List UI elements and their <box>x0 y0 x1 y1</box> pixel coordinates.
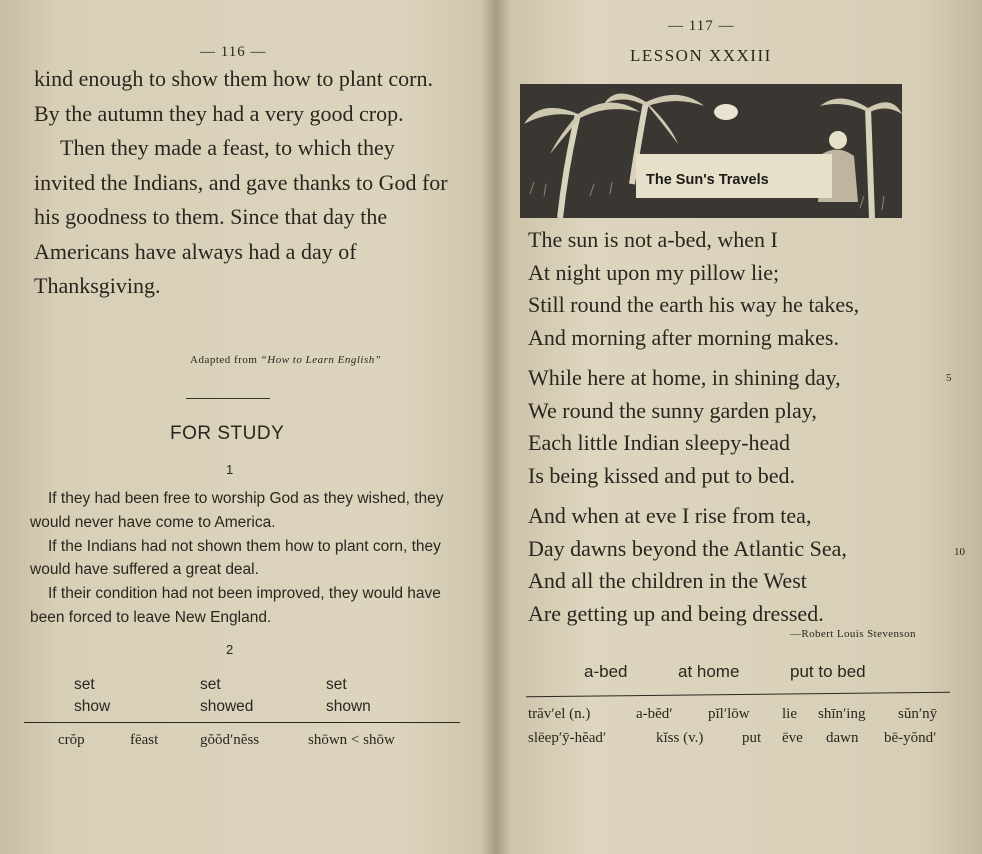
vocab-word: gŏŏd′nĕss <box>200 732 260 748</box>
vocab-word: shīn′ing <box>818 706 866 722</box>
poem-stanza <box>528 500 938 630</box>
verb-form-column <box>200 674 320 718</box>
left-page <box>0 0 490 854</box>
source-attribution <box>190 354 381 366</box>
attribution-title: “How to Learn English” <box>260 354 382 366</box>
vocab-word: dawn <box>826 730 859 746</box>
vocab-word: fēast <box>130 732 159 748</box>
study-sentence: If they had been free to worship God as they wished, they would never have come to America. <box>30 490 444 531</box>
illustration <box>520 84 902 218</box>
illustration-title: The Sun's Travels <box>646 172 769 188</box>
phrase: at home <box>678 662 740 681</box>
poem-line: At night upon my pillow lie; <box>528 259 780 285</box>
phrase: put to bed <box>790 662 866 681</box>
vocab-word: a-bĕd′ <box>636 706 673 722</box>
vocab-word: slēep′ȳ-hĕad′ <box>528 730 607 746</box>
verb-form: shown <box>326 698 371 715</box>
vocab-word: lie <box>782 706 797 722</box>
poem-line: Each little Indian sleepy-head <box>528 430 791 455</box>
poem-line: While here at home, in shining day, <box>528 365 841 390</box>
vocab-word: pĭl′lōw <box>708 706 750 722</box>
poem-line: Are getting up and being dressed. <box>528 600 824 626</box>
vocab-word: ēve <box>782 730 803 746</box>
line-number: 10 <box>954 546 965 558</box>
vocab-word: kĭss (v.) <box>656 730 704 746</box>
page-number: — 117 — <box>668 18 735 34</box>
section-number: 1 <box>226 462 234 477</box>
paragraph: Then they made a feast, to which they invited the Indians, and gave thanks to God for his goodness to them. Since that day the Americans have always had a day of Thanksgiving. <box>34 135 448 298</box>
divider <box>24 722 460 723</box>
study-sentence: If the Indians had not shown them how to plant corn, they would have suffered a great deal. <box>30 537 441 579</box>
line-number: 5 <box>946 372 952 384</box>
lesson-title: LESSON XXXIII <box>630 46 772 65</box>
vocab-word: trăv′el (n.) <box>528 706 591 722</box>
verb-form-column <box>326 674 446 718</box>
poem-line: And morning after morning makes. <box>528 324 839 350</box>
study-sentences <box>30 487 450 630</box>
divider <box>186 398 270 399</box>
poem-attribution: —Robert Louis Stevenson <box>790 628 916 640</box>
story-text <box>34 62 454 304</box>
poem-stanza <box>528 224 938 354</box>
poem-line: And all the children in the West <box>528 568 807 593</box>
verb-form: show <box>74 698 111 715</box>
page-number: — 116 — <box>200 44 267 60</box>
vocab-word: bē-yŏnd′ <box>884 730 937 746</box>
study-heading: FOR STUDY <box>170 423 285 444</box>
vocab-word: crŏp <box>58 732 85 748</box>
vocab-word: sŭn′nȳ <box>898 706 938 722</box>
vocab-word: shōwn < shōw <box>308 732 395 748</box>
poem-line: And when at eve I rise from tea, <box>528 503 812 528</box>
poem-line: Is being kissed and put to bed. <box>528 462 796 488</box>
verb-form: showed <box>200 698 254 715</box>
poem-line: The sun is not a-bed, when I <box>528 227 778 252</box>
verb-form: set <box>200 676 221 693</box>
verb-form: set <box>326 676 347 693</box>
poem-stanza <box>528 362 938 492</box>
paragraph: kind enough to show them how to plant corn. By the autumn they had a very good crop. <box>34 66 434 126</box>
phrase: a-bed <box>584 662 628 681</box>
verb-form-column <box>74 674 194 718</box>
section-number: 2 <box>226 642 234 657</box>
verb-form: set <box>74 676 95 693</box>
divider <box>526 692 950 697</box>
right-page <box>498 0 982 854</box>
poem-line: We round the sunny garden play, <box>528 397 817 423</box>
poem-line: Day dawns beyond the Atlantic Sea, <box>528 535 847 561</box>
poem-line: Still round the earth his way he takes, <box>528 292 860 317</box>
vocab-word: put <box>742 730 762 746</box>
study-sentence: If their condition had not been improved, they would have been forced to leave New England. <box>30 585 441 626</box>
attribution-prefix: Adapted from <box>190 354 261 366</box>
